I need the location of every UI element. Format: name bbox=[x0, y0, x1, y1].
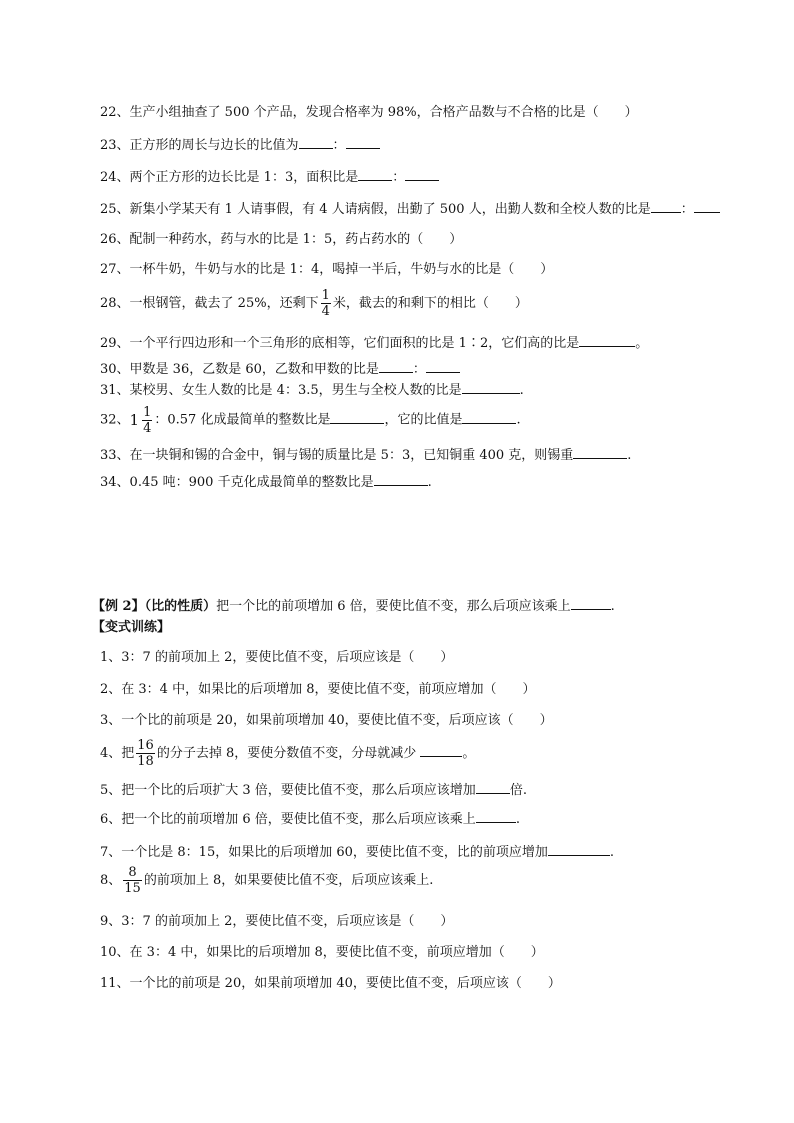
question-27: 27、一杯牛奶，牛奶与水的比是 1：4，喝掉一半后，牛奶与水的比是（ ） bbox=[100, 262, 554, 277]
question-28: 28、一根钢管，截去了 25%，还剩下 $\frac{1}{4}$ 米，截去的和剩下的相比（ ） bbox=[100, 288, 528, 319]
answer-blank[interactable] bbox=[330, 411, 384, 424]
question-32: 32、 1 $\frac{1}{4}$ ：0.57 化成最简单的整数比是 ，它的比值是 . bbox=[100, 402, 521, 439]
answer-blank[interactable] bbox=[462, 381, 520, 394]
answer-blank[interactable] bbox=[299, 136, 333, 149]
example-2: 【例 2】（比的性质）把一个比的前项增加 6 倍，要使比值不变，那么后项应该乘上 . bbox=[92, 599, 615, 614]
mixed-number: 1 $\frac{1}{4}$ bbox=[129, 404, 152, 436]
fraction: $\frac{8}{15}$ bbox=[124, 865, 141, 896]
question-29: 29、一个平行四边形和一个三角形的底相等，它们面积的比是 1∶2，它们高的比是 。 bbox=[100, 336, 649, 351]
variant-7: 7、一个比是 8：15，如果比的后项增加 60，要使比值不变，比的前项应增加 . bbox=[100, 845, 615, 860]
variant-8: 8、 $\frac{8}{15}$ 的前项加上 8，如果要使比值不变，后项应该乘上. bbox=[100, 865, 434, 896]
question-34: 34、0.45 吨：900 千克化成最简单的整数比是 . bbox=[100, 475, 432, 490]
answer-blank[interactable] bbox=[426, 360, 460, 373]
variant-9: 9、3：7 的前项加上 2，要使比值不变，后项应该是（ ） bbox=[100, 914, 454, 929]
fraction: $\frac{1}{4}$ bbox=[321, 288, 330, 319]
answer-blank[interactable] bbox=[571, 597, 611, 610]
answer-blank[interactable] bbox=[462, 411, 516, 424]
question-24: 24、两个正方形的边长比是 1：3，面积比是 ： bbox=[100, 168, 439, 186]
question-25: 25、新集小学某天有 1 人请事假，有 4 人请病假，出勤了 500 人，出勤人数和全校人数的比是 ： bbox=[100, 200, 720, 218]
variant-4: 4、把 $\frac{16}{18}$ 的分子去掉 8，要使分数值不变，分母就减少 。 bbox=[100, 738, 476, 769]
question-30: 30、甲数是 36，乙数是 60，乙数和甲数的比是 ： bbox=[100, 360, 460, 378]
question-31: 31、某校男、女生人数的比是 4：3.5，男生与全校人数的比是 . bbox=[100, 383, 524, 398]
variant-1: 1、3：7 的前项加上 2，要使比值不变，后项应该是（ ） bbox=[100, 650, 454, 665]
variant-2: 2、在 3：4 中，如果比的后项增加 8，要使比值不变，前项应增加（ ） bbox=[100, 682, 536, 697]
variant-10: 10、在 3：4 中，如果比的后项增加 8，要使比值不变，前项应增加（ ） bbox=[100, 945, 544, 960]
answer-blank[interactable] bbox=[651, 200, 681, 213]
answer-blank[interactable] bbox=[476, 781, 510, 794]
fraction: $\frac{16}{18}$ bbox=[137, 738, 154, 769]
variant-5: 5、把一个比的后项扩大 3 倍，要使比值不变，那么后项应该增加 倍. bbox=[100, 783, 527, 798]
answer-blank[interactable] bbox=[476, 810, 516, 823]
answer-blank[interactable] bbox=[573, 446, 627, 459]
variant-6: 6、把一个比的前项增加 6 倍，要使比值不变，那么后项应该乘上 . bbox=[100, 812, 520, 827]
answer-blank[interactable] bbox=[694, 200, 720, 213]
question-22: 22、生产小组抽查了 500 个产品，发现合格率为 98%，合格产品数与不合格的比是（ ） bbox=[100, 105, 638, 120]
answer-blank[interactable] bbox=[374, 473, 428, 486]
question-26: 26、配制一种药水，药与水的比是 1：5，药占药水的（ ） bbox=[100, 232, 463, 247]
variant-training-heading: 【变式训练】 bbox=[92, 620, 171, 635]
example-label: 【例 2】（比的性质） bbox=[92, 599, 217, 614]
answer-blank[interactable] bbox=[579, 334, 635, 347]
answer-blank[interactable] bbox=[358, 168, 392, 181]
answer-blank[interactable] bbox=[405, 168, 439, 181]
answer-blank[interactable] bbox=[420, 744, 462, 757]
answer-blank[interactable] bbox=[548, 843, 610, 856]
question-33: 33、在一块铜和锡的合金中，铜与锡的质量比是 5：3，已知铜重 400 克，则锡重 . bbox=[100, 448, 632, 463]
variant-3: 3、一个比的前项是 20，如果前项增加 40，要使比值不变，后项应该（ ） bbox=[100, 713, 553, 728]
answer-blank[interactable] bbox=[379, 360, 413, 373]
variant-11: 11、一个比的前项是 20，如果前项增加 40，要使比值不变，后项应该（ ） bbox=[100, 976, 561, 991]
answer-blank[interactable] bbox=[346, 136, 380, 149]
question-23: 23、正方形的周长与边长的比值为 ： bbox=[100, 136, 380, 154]
